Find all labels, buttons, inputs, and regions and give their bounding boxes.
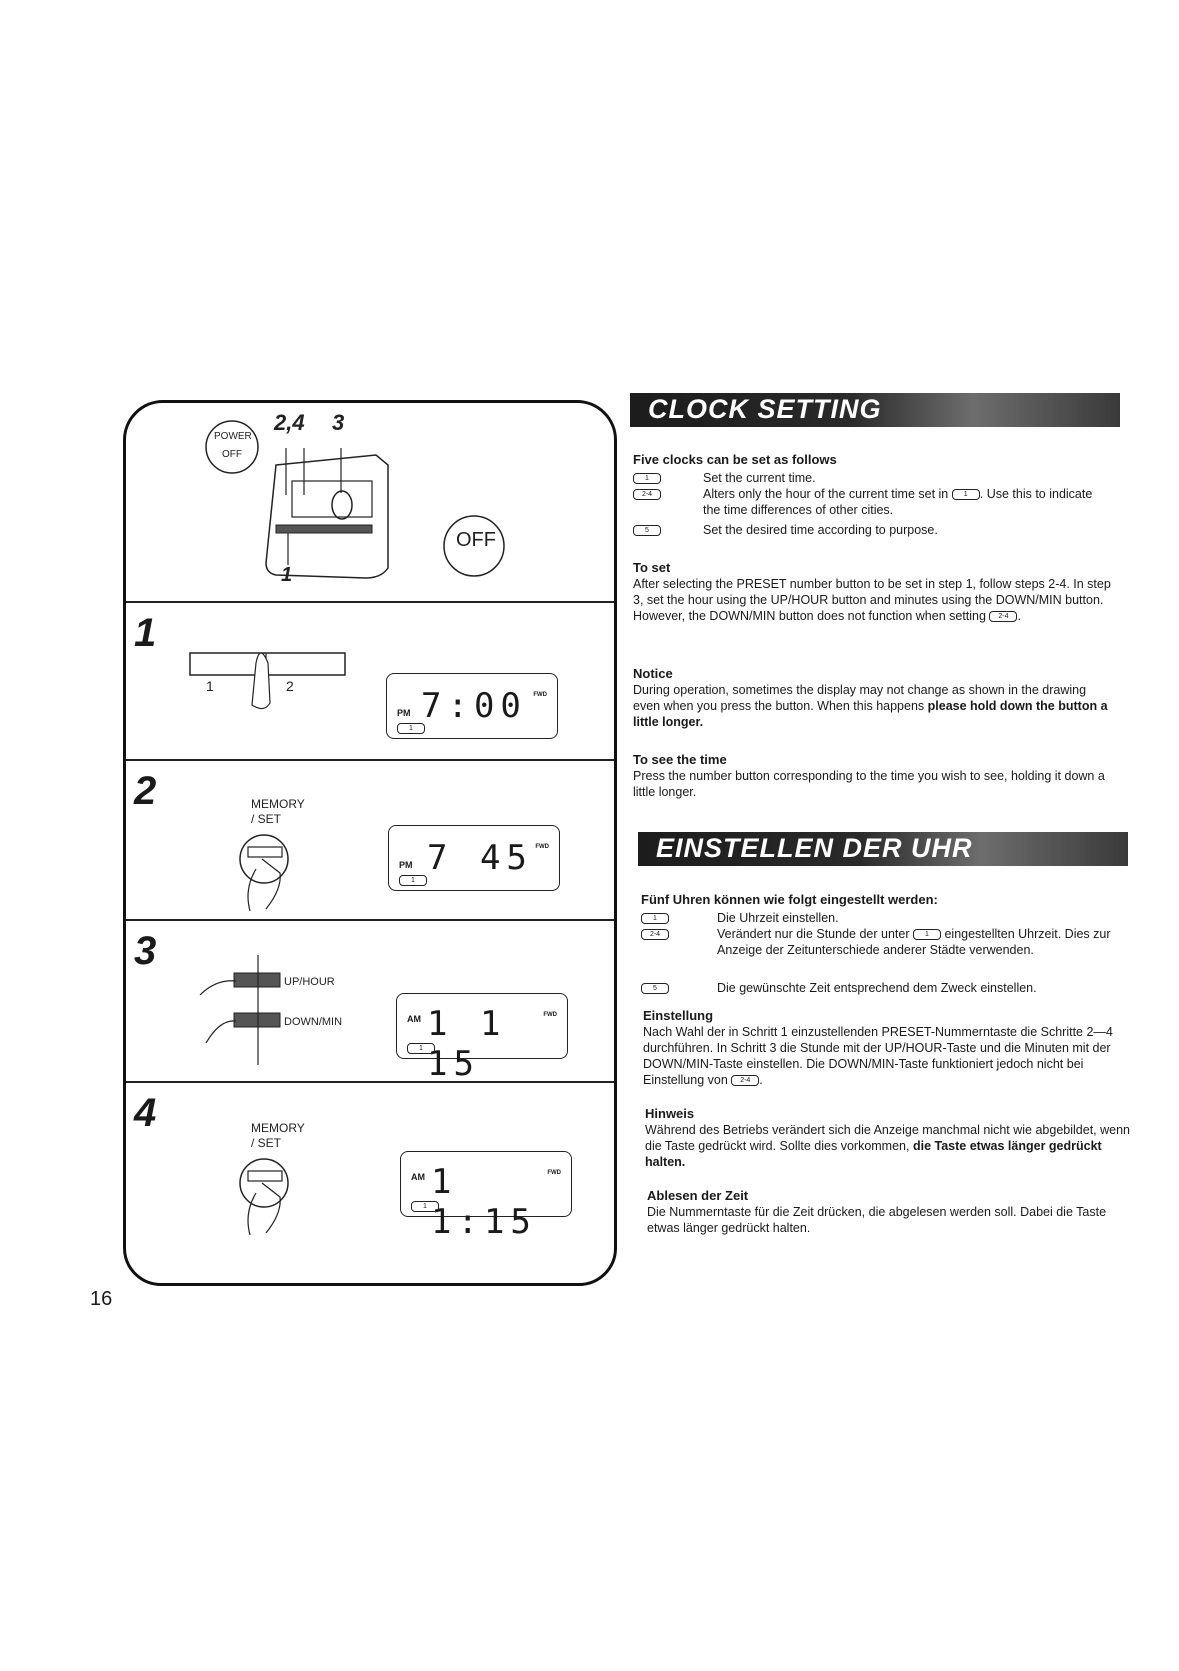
off-badge: OFF [456,529,496,551]
section-title: CLOCK SETTING [648,394,882,424]
en-key-row-1: 1 Set the current time. [633,470,1113,486]
down-min-label: DOWN/MIN [284,1016,343,1028]
en-see-heading: To see the time [633,752,727,767]
einstellen-banner [638,832,1128,866]
lcd-display [386,673,558,739]
set-label: / SET [251,812,282,826]
de-intro-heading: Fünf Uhren können wie folgt eingestellt werden: [641,892,938,907]
memory-set-button-drawing [226,1153,306,1243]
page-number: 16 [90,1288,113,1310]
de-hint-text: Während des Betriebs verändert sich die Anzeige manchmal nicht wie abgebildet, wenn die Taste gedrückt wird. Sollte dies vorkommen, die Taste etwas länger gedrückt halten. [645,1123,1130,1169]
en-see-text: Press the number button corresponding to the time you wish to see, holding it down a little longer. [633,769,1105,799]
preset-key-icon: 2-4 [641,929,669,940]
de-key-row-3: 5 Die gewünschte Zeit entsprechend dem Zweck einstellen. [641,980,1131,996]
ampm-indicator: PM [399,860,413,870]
time-digits: 1 1 15 [427,1004,507,1084]
fwd-indicator: FWD [535,844,549,850]
step-4-row [126,1081,614,1283]
de-read-text: Die Nummerntaste für die Zeit drücken, die abgelesen werden soll. Dabei die Taste etwas länger gedrückt halten. [647,1205,1107,1235]
fwd-indicator: FWD [533,692,547,698]
preset-key-icon: 2-4 [731,1075,759,1086]
time-digits: 7 45 [427,838,533,878]
en-to-set-text: After selecting the PRESET number button to be set in step 1, follow steps 2-4. In step 3, set the hour using the UP/HOUR button and minutes using the DOWN/MIN button. However, the DOWN/MIN button does not function when setting 2-4 . [633,577,1111,623]
lcd-display [396,993,568,1084]
en-key-row-3: 5 Set the desired time according to purpose. [633,522,1113,538]
preset-tag: 1 [407,1043,435,1054]
preset-key-icon: 1 [913,929,941,940]
preset-tag: 1 [399,875,427,886]
en-key-row-2: 2-4 Alters only the hour of the current time set in 1 . Use this to indicate the time differences of other cities. [633,486,1113,502]
clock-setting-banner [630,393,1120,427]
de-read-heading: Ablesen der Zeit [647,1188,749,1203]
step-number: 4 [134,1091,157,1135]
de-set-text: Nach Wahl der in Schritt 1 einzustellenden PRESET-Nummerntaste die Schritte 2—4 durchführen. In Schritt 3 die Stunde mit der UP/HOUR-Taste und die Minuten mit der DOWN/MIN-Taste einstellen. Die DOWN/MIN-Taste funktioniert jedoch nicht bei Einstellung von 2-4 . [643,1025,1113,1087]
set-label: / SET [251,1136,282,1150]
en-notice-heading: Notice [633,666,673,681]
up-hour-label: UP/HOUR [284,976,335,988]
callout-1: 1 [281,564,293,586]
preset-label-1: 1 [206,678,214,694]
preset-key-icon: 1 [952,489,980,500]
preset-label-2: 2 [286,678,294,694]
ampm-indicator: AM [411,1172,425,1182]
preset-key-icon: 1 [641,913,669,924]
preset-key-icon: 1 [633,473,661,484]
memory-set-button-drawing [226,829,306,919]
power-off-label: OFF [222,449,242,460]
de-set-heading: Einstellung [643,1008,714,1023]
preset-key-icon: 5 [641,983,669,994]
ampm-indicator: PM [397,708,411,718]
step-number: 2 [134,769,157,813]
step-number: 3 [134,929,157,973]
step-number: 1 [134,611,157,655]
step-3-row [126,919,614,1083]
lcd-display [400,1151,572,1242]
time-digits: 1 1:15 [431,1162,537,1242]
preset-key-icon: 5 [633,525,661,536]
step-2-row [126,759,614,921]
callout-2-4: 2,4 [274,410,305,435]
callout-3: 3 [332,410,345,435]
memory-label: MEMORY [251,1121,305,1135]
fwd-indicator: FWD [547,1170,561,1176]
en-to-set-heading: To set [633,560,671,575]
step-1-row [126,601,614,761]
preset-key-icon: 2-4 [633,489,661,500]
lcd-display [388,825,560,891]
time-digits: 7:00 [421,686,527,726]
preset-tag: 1 [397,723,425,734]
ampm-indicator: AM [407,1014,421,1024]
en-notice-text: During operation, sometimes the display may not change as shown in the drawing even when you press the button. When this happens please hold down the button a little longer. [633,683,1108,729]
en-intro-heading: Five clocks can be set as follows [633,452,837,467]
fwd-indicator: FWD [543,1012,557,1018]
de-key-row-2: 2-4 Verändert nur die Stunde der unter 1 eingestellten Uhrzeit. Dies zur Anzeige der Zeitunterschiede anderer Städte verwenden. [641,926,1131,942]
preset-key-icon: 2-4 [989,611,1017,622]
de-hint-heading: Hinweis [645,1106,695,1121]
power-label: POWER [214,431,252,442]
radio-drawing [126,403,614,603]
de-key-row-1: 1 Die Uhrzeit einstellen. [641,910,1131,926]
section-title: EINSTELLEN DER UHR [656,833,973,863]
device-illustration [126,403,614,603]
preset-tag: 1 [411,1201,439,1212]
clock-setting-figure [123,400,617,1286]
memory-label: MEMORY [251,797,305,811]
up-down-buttons-drawing [196,955,306,1065]
